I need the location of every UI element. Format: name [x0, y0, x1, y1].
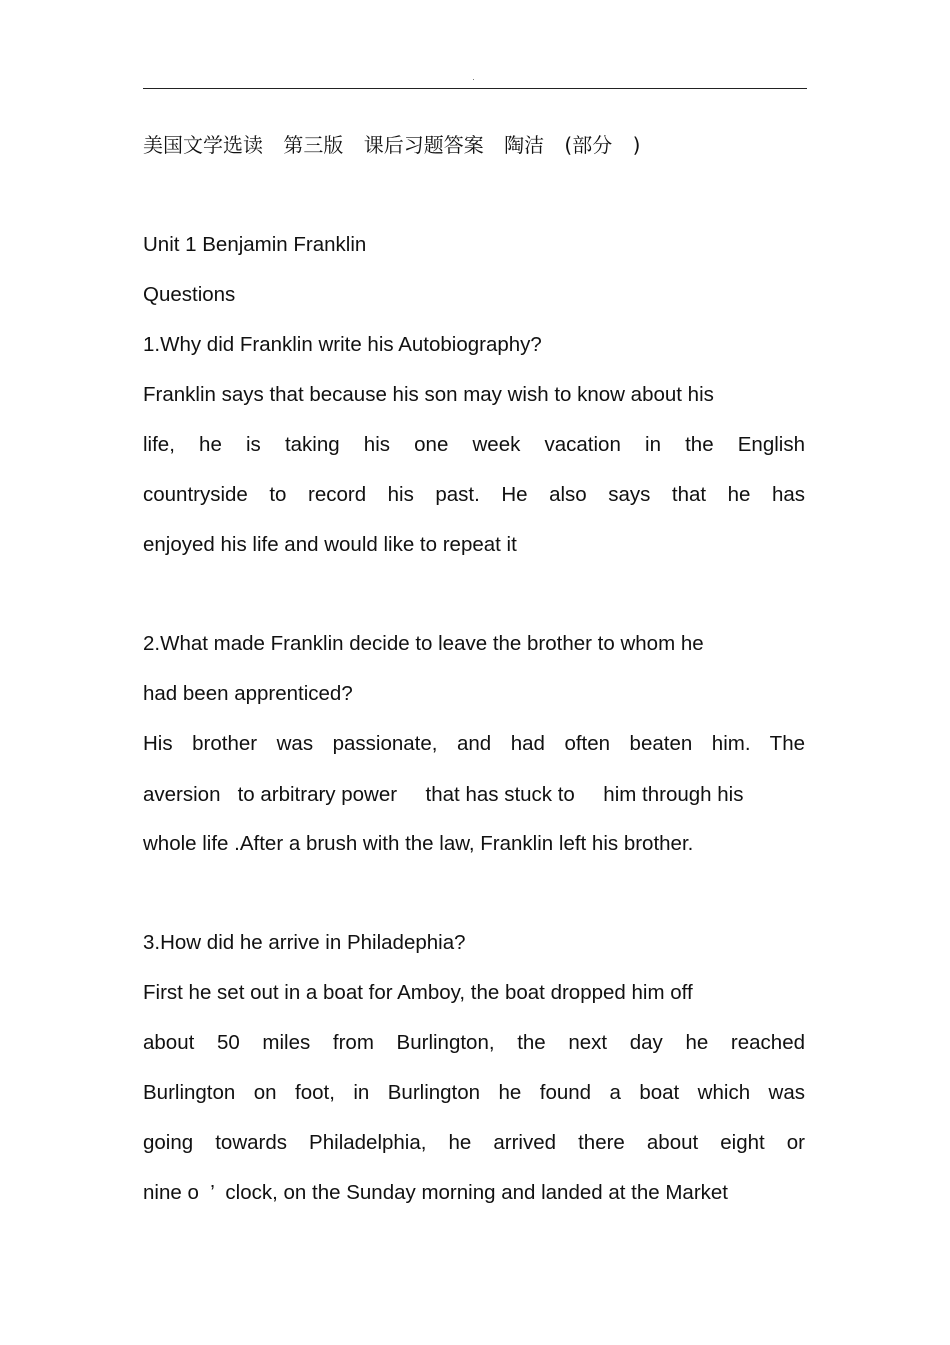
document-title: 美国文学选读 第三版 课后习题答案 陶洁 (部分 )	[143, 133, 641, 157]
answer-2-line: aversion to arbitrary power that has stuck to him through his	[143, 783, 744, 806]
question-2: 2.What made Franklin decide to leave the brother to whom he	[143, 632, 704, 655]
answer-1-line: countryside to record his past. He also says that he has	[143, 483, 805, 506]
question-3: 3.How did he arrive in Philadephia?	[143, 931, 466, 954]
answer-3-line: First he set out in a boat for Amboy, the boat dropped him off	[143, 981, 693, 1004]
answer-1-line: Franklin says that because his son may wish to know about his	[143, 383, 714, 406]
header-rule	[143, 88, 807, 89]
answer-1-line: life, he is taking his one week vacation in the English	[143, 433, 805, 456]
question-1: 1.Why did Franklin write his Autobiography?	[143, 333, 542, 356]
answer-3-line: going towards Philadelphia, he arrived there about eight or	[143, 1131, 805, 1154]
answer-3-line: Burlington on foot, in Burlington he found a boat which was	[143, 1081, 805, 1104]
question-2-cont: had been apprenticed?	[143, 682, 353, 705]
answer-3-line: about 50 miles from Burlington, the next day he reached	[143, 1031, 805, 1054]
answer-1-line: enjoyed his life and would like to repeat it	[143, 533, 517, 556]
unit-heading: Unit 1 Benjamin Franklin	[143, 233, 367, 256]
header-mark: ·	[472, 74, 475, 84]
answer-3-line: nine o ’ clock, on the Sunday morning and landed at the Market	[143, 1181, 728, 1204]
section-label: Questions	[143, 283, 236, 306]
answer-2-line: whole life .After a brush with the law, Franklin left his brother.	[143, 832, 694, 855]
answer-2-line: His brother was passionate, and had often beaten him. The	[143, 732, 805, 755]
